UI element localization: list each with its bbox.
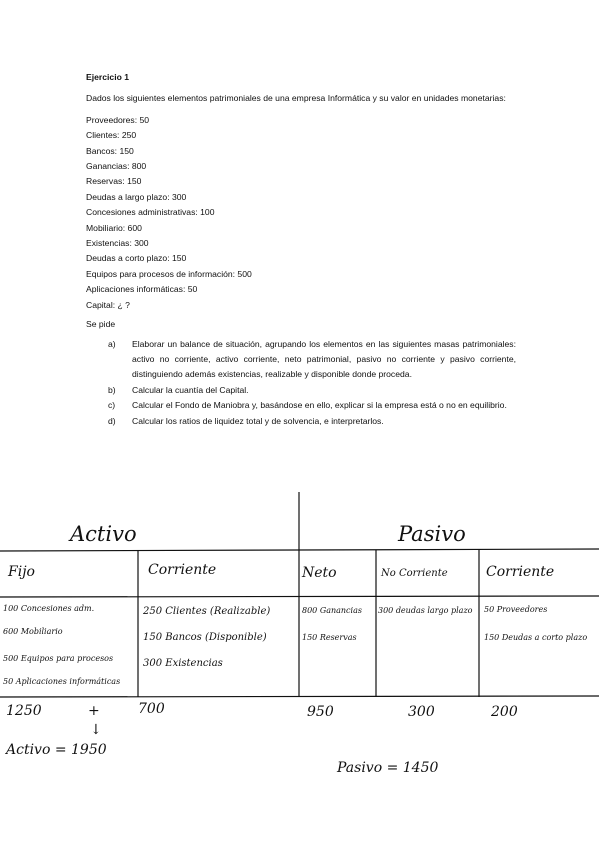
fijo-item: 600 Mobiliario (3, 627, 63, 636)
list-item: Equipos para procesos de información: 500 (86, 268, 252, 279)
header-neto: Neto (302, 565, 337, 581)
list-item: Existencias: 300 (86, 238, 149, 249)
list-item: Deudas a largo plazo: 300 (86, 191, 187, 202)
neto-item: 800 Ganancias (302, 606, 362, 615)
header-corriente-pasivo: Corriente (486, 564, 555, 580)
total-corriente-pasivo: 200 (491, 704, 518, 720)
total-fijo: 1250 (6, 703, 42, 719)
task-text: Calcular los ratios de liquidez total y de solvencia, e interpretarlos. (132, 415, 384, 426)
list-item: Bancos: 150 (86, 145, 134, 156)
task-label: d) (108, 415, 116, 426)
task-text: Elaborar un balance de situación, agrupando los elementos en las siguientes masas patrimoniales: activo no corriente, activo corriente, neto patrimonial, pasivo no corriente y pasivo corriente, distinguiendo además existencias, realizable y disponible donde proceda. (132, 338, 516, 380)
fijo-item: 50 Aplicaciones informáticas (3, 677, 121, 686)
corriente-pasivo-item: 50 Proveedores (484, 605, 548, 614)
header-no-corriente: No Corriente (381, 568, 448, 579)
no-corriente-item: 300 deudas largo plazo (378, 606, 473, 615)
task-label: a) (108, 338, 116, 349)
exercise-title: Ejercicio 1 (86, 72, 129, 82)
list-item: Mobiliario: 600 (86, 222, 142, 233)
task-text: Calcular la cuantía del Capital. (132, 384, 249, 395)
list-item: Reservas: 150 (86, 176, 142, 187)
corriente-item: 150 Bancos (Disponible) (143, 632, 267, 643)
exercise-intro: Dados los siguientes elementos patrimoniales de una empresa Informática y su valor en unidades monetarias: (86, 93, 506, 104)
neto-item: 150 Reservas (302, 633, 357, 642)
list-item: Deudas a corto plazo: 150 (86, 253, 187, 264)
pasivo-total: Pasivo = 1450 (337, 760, 439, 776)
task-label: c) (108, 400, 116, 411)
fijo-item: 500 Equipos para procesos (3, 654, 114, 663)
list-item: Clientes: 250 (86, 130, 137, 141)
table-bottom-line (0, 696, 599, 697)
list-item: Aplicaciones informáticas: 50 (86, 284, 198, 295)
list-item: Proveedores: 50 (86, 114, 150, 125)
list-item: Capital: ¿ ? (86, 299, 130, 310)
se-pide-heading: Se pide (86, 319, 116, 330)
down-arrow-icon: ↓ (90, 722, 102, 738)
fijo-item: 100 Concesiones adm. (3, 604, 95, 613)
task-label: b) (108, 384, 116, 395)
header-bottom-line (0, 596, 599, 597)
total-neto: 950 (307, 704, 334, 720)
activo-heading: Activo (70, 522, 137, 546)
corriente-item: 300 Existencias (143, 658, 223, 669)
task-text: Calcular el Fondo de Maniobra y, basándose en ello, explicar si la empresa está o no en equilibrio. (132, 400, 507, 411)
header-fijo: Fijo (8, 564, 35, 580)
total-corriente: 700 (138, 701, 165, 717)
total-plus: + (88, 703, 100, 719)
list-item: Ganancias: 800 (86, 161, 147, 172)
header-corriente-activo: Corriente (148, 562, 217, 578)
corriente-item: 250 Clientes (Realizable) (143, 606, 271, 617)
total-no-corriente: 300 (408, 704, 435, 720)
activo-total: Activo = 1950 (6, 742, 107, 758)
corriente-pasivo-item: 150 Deudas a corto plazo (484, 633, 588, 642)
pasivo-heading: Pasivo (398, 522, 466, 546)
list-item: Concesiones administrativas: 100 (86, 207, 215, 218)
